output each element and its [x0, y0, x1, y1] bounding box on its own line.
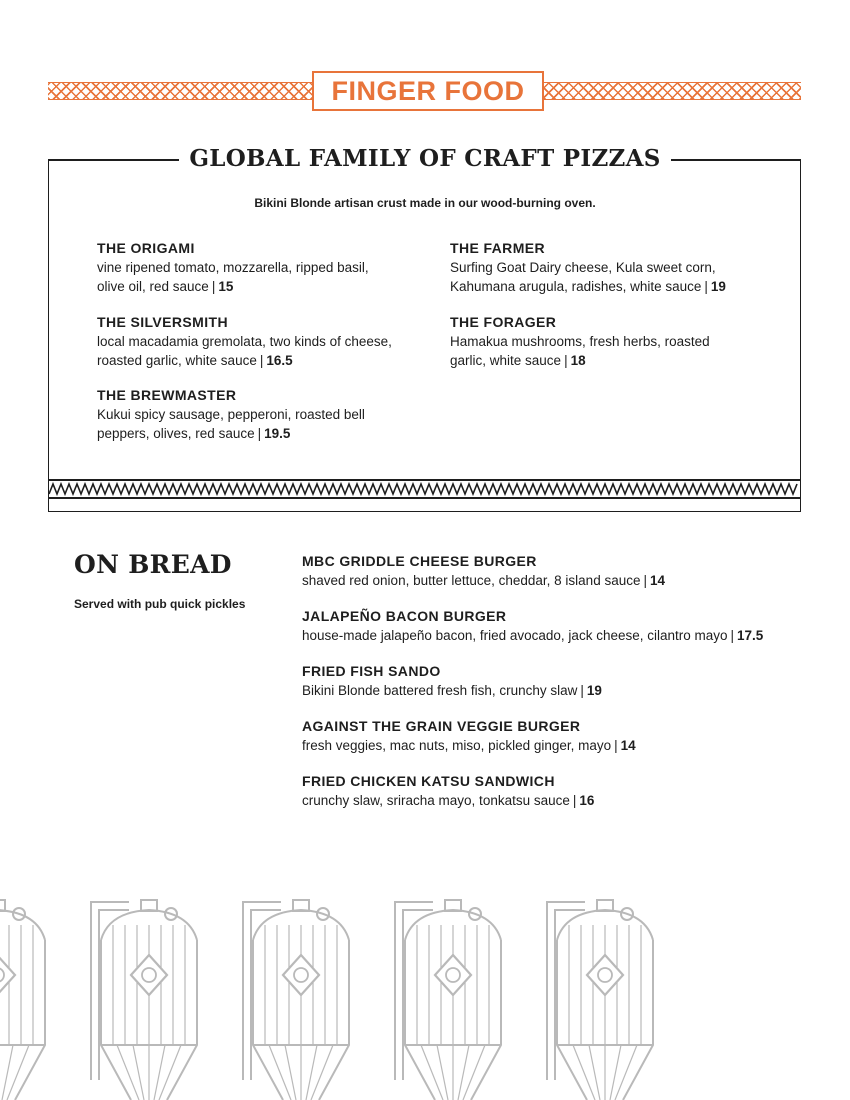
- menu-item: [450, 240, 726, 296]
- item-price: 17.5: [737, 628, 764, 643]
- item-name: JALAPEÑO BACON BURGER: [302, 608, 507, 624]
- price-separator: |: [259, 353, 264, 368]
- item-name: AGAINST THE GRAIN VEGGIE BURGER: [302, 718, 581, 734]
- item-name: THE FORAGER: [450, 314, 557, 330]
- item-name: THE SILVERSMITH: [97, 314, 228, 330]
- section-banner: [312, 71, 544, 111]
- brew-tank-icon: [243, 900, 349, 1100]
- item-description: crunchy slaw, sriracha mayo, tonkatsu sauce: [302, 793, 570, 808]
- item-description: roasted garlic, white sauce: [97, 353, 257, 368]
- item-price: 19: [586, 683, 602, 698]
- menu-item: [302, 608, 763, 645]
- bread-section-title: ON BREAD: [74, 550, 232, 579]
- item-description: olive oil, red sauce: [97, 279, 209, 294]
- item-description: garlic, white sauce: [450, 353, 562, 368]
- header-pattern-left: [48, 82, 312, 100]
- price-separator: |: [643, 573, 647, 588]
- zigzag-border: [49, 479, 800, 499]
- menu-item: [97, 240, 369, 296]
- item-description: local macadamia gremolata, two kinds of cheese,: [97, 334, 392, 349]
- price-separator: |: [211, 279, 216, 294]
- item-price: 14: [620, 738, 636, 753]
- price-separator: |: [572, 793, 577, 808]
- brew-tank-icon: [547, 900, 653, 1100]
- price-separator: |: [564, 353, 568, 368]
- item-description: vine ripened tomato, mozzarella, ripped basil,: [97, 260, 369, 275]
- menu-item: [302, 663, 602, 700]
- item-price: 19.5: [264, 426, 291, 441]
- item-name: THE ORIGAMI: [97, 240, 195, 256]
- menu-item: [97, 387, 365, 443]
- brew-tank-icon: [0, 900, 45, 1100]
- menu-item: [97, 314, 392, 370]
- item-name: FRIED FISH SANDO: [302, 663, 441, 679]
- pizza-subtitle: Bikini Blonde artisan crust made in our wood-burning oven.: [254, 196, 596, 210]
- price-separator: |: [614, 738, 618, 753]
- menu-item: [450, 314, 710, 370]
- brew-tank-icon: [91, 900, 197, 1100]
- item-price: 16.5: [266, 353, 293, 368]
- item-description: fresh veggies, mac nuts, miso, pickled ginger, mayo: [302, 738, 612, 753]
- item-description: Kahumana arugula, radishes, white sauce: [450, 279, 702, 294]
- item-description: Kukui spicy sausage, pepperoni, roasted bell: [97, 407, 365, 422]
- item-name: THE FARMER: [450, 240, 545, 256]
- header-pattern-right: [544, 82, 801, 100]
- menu-item: [302, 773, 594, 810]
- brew-tank-icon: [395, 900, 501, 1100]
- item-name: MBC GRIDDLE CHEESE BURGER: [302, 553, 537, 569]
- zigzag-pattern-icon: [49, 481, 800, 497]
- bread-note: Served with pub quick pickles: [74, 597, 246, 611]
- menu-item: [302, 718, 636, 755]
- section-title: FINGER FOOD: [331, 75, 525, 106]
- menu-item: [302, 553, 665, 590]
- item-name: FRIED CHICKEN KATSU SANDWICH: [302, 773, 555, 789]
- price-separator: |: [730, 628, 735, 643]
- item-description: Bikini Blonde battered fresh fish, crunchy slaw: [302, 683, 578, 698]
- item-name: THE BREWMASTER: [97, 387, 237, 403]
- brew-tanks-decoration: [0, 880, 850, 1100]
- item-price: 14: [650, 573, 666, 588]
- item-description: Surfing Goat Dairy cheese, Kula sweet corn,: [450, 260, 716, 275]
- price-separator: |: [580, 683, 584, 698]
- item-description: shaved red onion, butter lettuce, cheddar, 8 island sauce: [302, 573, 641, 588]
- item-description: peppers, olives, red sauce: [97, 426, 255, 441]
- item-description: house-made jalapeño bacon, fried avocado, jack cheese, cilantro mayo: [302, 628, 728, 643]
- item-price: 18: [570, 353, 586, 368]
- item-price: 16: [579, 793, 595, 808]
- item-price: 15: [218, 279, 234, 294]
- item-description: Hamakua mushrooms, fresh herbs, roasted: [450, 334, 710, 349]
- pizza-section-title: GLOBAL FAMILY OF CRAFT PIZZAS: [179, 145, 670, 172]
- item-price: 19: [710, 279, 726, 294]
- price-separator: |: [704, 279, 708, 294]
- price-separator: |: [257, 426, 262, 441]
